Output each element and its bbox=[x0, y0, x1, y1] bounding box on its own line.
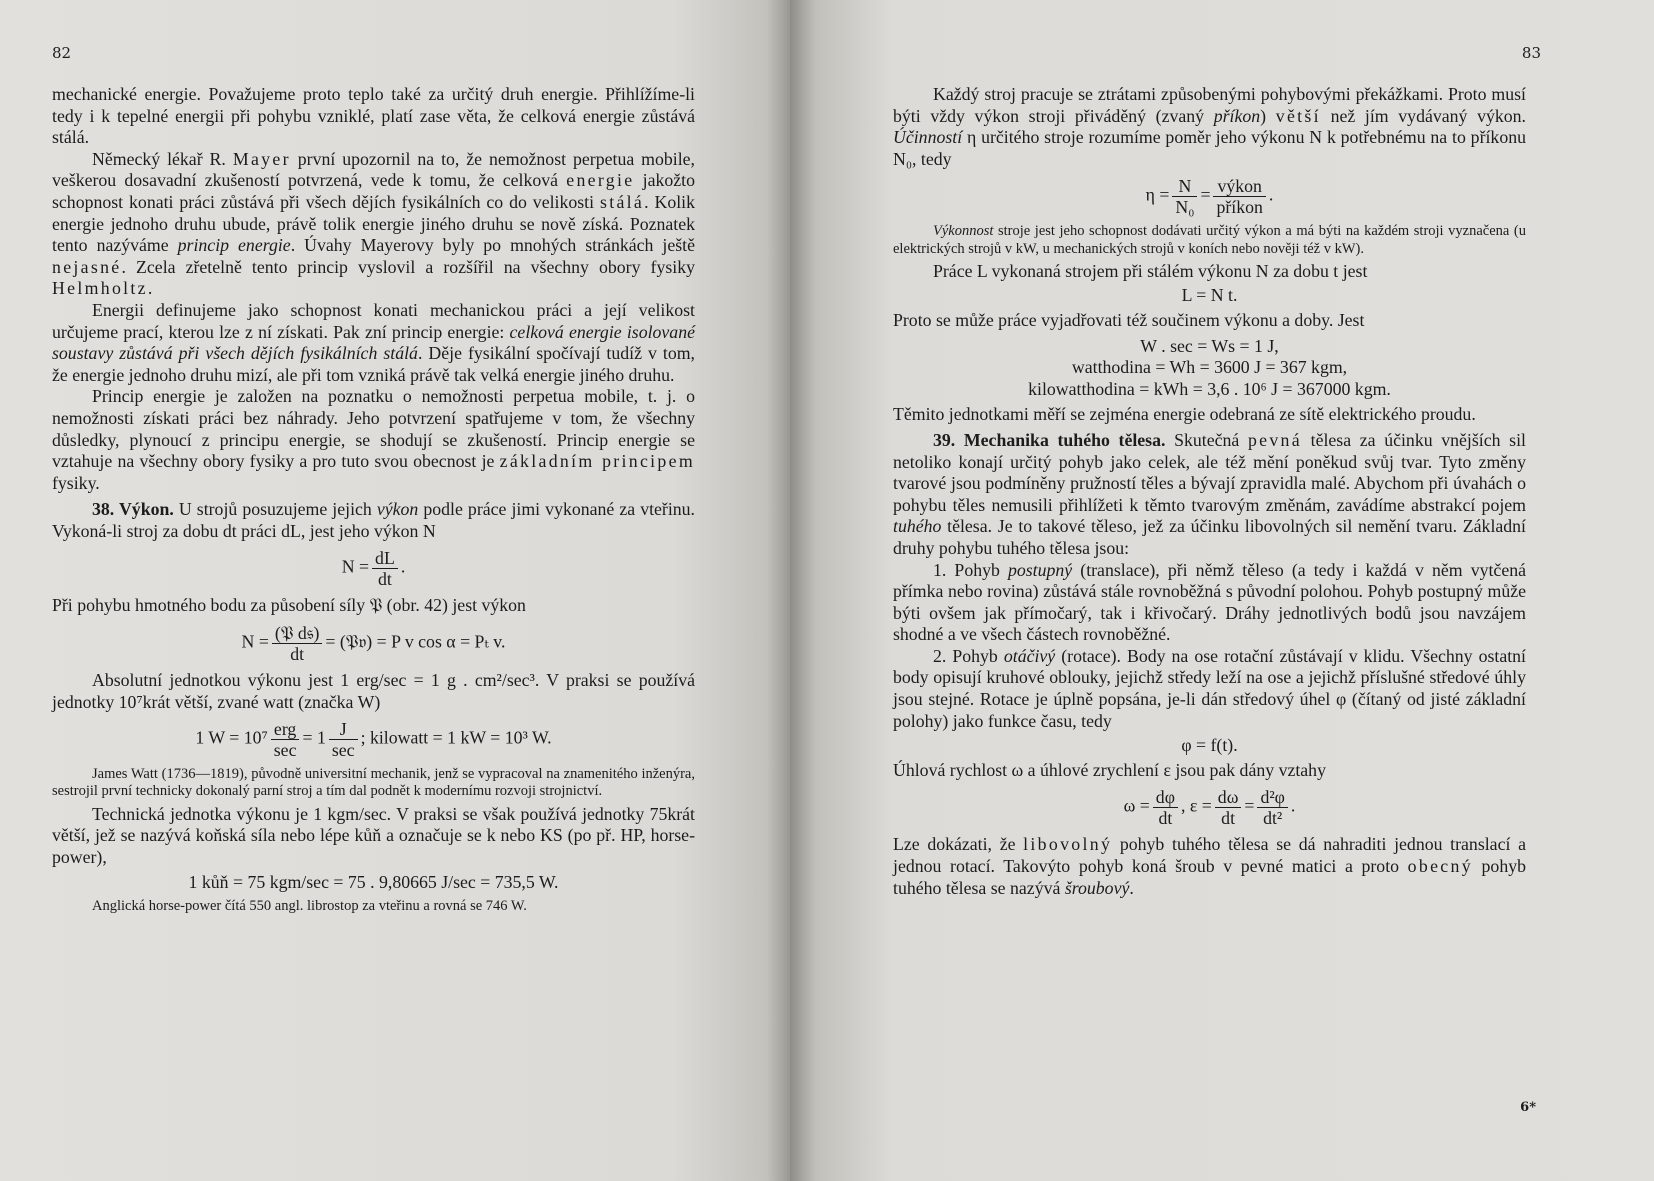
signature-mark: 6* bbox=[1520, 1100, 1536, 1115]
equation: N = $\frac{\text{(𝔓 d𝔰)}}{dt}$ = (𝔓𝔳) = P v cos α = Pₜ v. bbox=[241, 623, 506, 665]
page-number: 82 bbox=[52, 44, 72, 62]
paragraph: Proto se může práce vyjadřovati též součinem výkonu a doby. Jest bbox=[893, 309, 1365, 330]
section-heading: 38. Výkon. bbox=[92, 499, 174, 520]
paragraph: Úhlová rychlost ω a úhlové zrychlení ε jsou pak dány vztahy bbox=[893, 759, 1326, 780]
left-page bbox=[0, 0, 790, 1181]
equation-block: W . sec = Ws = 1 J, watthodina = Wh = 3600 J = 367 kgm, kilowatthodina = kWh = 3,6 . 10⁶ J = 367000 kgm. bbox=[1028, 335, 1391, 399]
paragraph: Těmito jednotkami měří se zejména energie odebraná ze sítě elektrického proudu. bbox=[893, 404, 1476, 425]
equation: η = $\frac{N}{\text{N₀}}$ = $\frac{\text{výkon}}{\text{příkon}}$ . bbox=[1145, 176, 1274, 218]
footnote: James Watt (1736—1819), původně universitní mechanik, jenž se vypracoval na znamenitého inženýra, sestrojil první technicky dokonalý parní stroj a tím dal podnět k modernímu rozvoji strojnictví. bbox=[52, 766, 695, 800]
paragraph: mechanické energie. Považujeme proto teplo také za určitý druh energie. Přihlížíme-li tedy i k tepelné energii při pohybu vzniklé, platí zase věta, že celková energie zůstává stálá. bbox=[52, 84, 695, 148]
list-item: 1. Pohyb postupný (translace), při němž těleso (a tedy i každá v něm vytčená přímka nebo rovina) zůstává stále rovnoběžná s původní polohou. Pohyb postupný může býti ovšem jak přímočarý, tak i křivočarý. Dráhy jednotlivých bodů jsou navzájem shodné a ve všech částech rovnoběžné. bbox=[893, 559, 1526, 645]
page-number: 83 bbox=[1521, 44, 1541, 62]
section-38: 38. Výkon. U strojů posuzujeme jejich výkon podle práce jimi vykonané za vteřinu. Vykoná-li stroj za dobu dt práci dL, jest jeho výkon N bbox=[52, 499, 696, 541]
equation: L = N t. bbox=[1181, 285, 1238, 306]
paragraph: Princip energie je založen na poznatku o nemožnosti perpetua mobile, t. j. o nemožnosti získati práci bez náhrady. Jeho potvrzení spatřujeme v tom, že všechny důsledky, plynoucí z principu energie, se shodují se zkušeností. Princip energie se vztahuje na všechny obory fysiky a pro tuto svou obecnost je základním principem fysiky. bbox=[52, 386, 695, 493]
section-heading: 39. Mechanika tuhého tělesa. bbox=[933, 429, 1166, 450]
equation: φ = f(t). bbox=[1181, 735, 1238, 756]
paragraph: Lze dokázati, že libovolný pohyb tuhého tělesa se dá nahraditi jednou translací a jednou rotací. Takovýto pohyb koná šroub v pevné matici a proto obecný pohyb tuhého tělesa se nazývá šroubový. bbox=[893, 834, 1526, 898]
footnote: Anglická horse-power čítá 550 angl. librostop za vteřinu a rovná se 746 W. bbox=[92, 898, 527, 915]
equation: 1 kůň = 75 kgm/sec = 75 . 9,80665 J/sec = 735,5 W. bbox=[188, 872, 559, 893]
paragraph: Absolutní jednotkou výkonu jest 1 erg/sec = 1 g . cm²/sec³. V praksi se používá jednotky 10⁷krát větší, zvané watt (značka W) bbox=[52, 670, 695, 712]
section-39: 39. Mechanika tuhého tělesa. Skutečná pevná tělesa za účinku vnějších sil netoliko konají určitý pohyb jako celek, ale též mění poněkud svůj tvar. Tyto změny tvarové jsou podmíněny pružností těles a bývají zpravidla malé. Abychom při úvahách o pohybu těles nemusili přihlížeti k těmto tvarovým změnám, zavádíme abstrakcí pojem tuhého tělesa. Je to takové těleso, jež za účinku libovolných sil nemění tvaru. Základní druhy pohybu tuhého tělesa jsou: bbox=[893, 429, 1526, 558]
paragraph: Při pohybu hmotného bodu za působení síly 𝔓 (obr. 42) jest výkon bbox=[52, 595, 526, 616]
equation: ω = $\frac{d\varphi}{dt}$ , ε = $\frac{d\omega}{dt}$ = $\frac{\text{d²φ}}{\text{dt²}}$ . bbox=[1123, 787, 1296, 829]
left-text-column bbox=[52, 84, 695, 918]
right-page bbox=[790, 0, 1654, 1181]
equation: 1 W = 10⁷ $\frac{\text{erg}}{\sec}$ = 1 $\frac{J}{\sec}$ ; kilowatt = 1 kW = 10³ W. bbox=[195, 719, 552, 761]
paragraph: Každý stroj pracuje se ztrátami způsobenými pohybovými překážkami. Proto musí býti vždy výkon stroji přiváděný (zvaný příkon) větší než jím vydávaný výkon. Účinností η určitého stroje rozumíme poměr jeho výkonu N k potřebnému na to příkonu N₀, tedy bbox=[893, 84, 1526, 169]
paragraph: Práce L vykonaná strojem při stálém výkonu N za dobu t jest bbox=[933, 260, 1368, 281]
paragraph: Energii definujeme jako schopnost konati mechanickou práci a její velikost určujeme prací, kterou lze z ní získati. Pak zní princip energie: celková energie isolované soustavy zůstává při všech dějích fysikálních stálá. Děje fysikální spočívají tudíž v tom, že energie jednoho druhu mizí, ale při tom vzniká právě tak velká energie jiného druhu. bbox=[52, 299, 695, 385]
list-item: 2. Pohyb otáčivý (rotace). Body na ose rotační zůstávají v klidu. Všechny ostatní body opisují kruhové oblouky, jejichž středy leží na ose a jejichž příslušné středové úhly jsou stejné. Rotace je úplně popsána, je-li dán středový úhel φ (čítaný od jisté základní polohy) jako funkce času, tedy bbox=[893, 645, 1526, 731]
equation: N = $\frac{dL}{dt}$ . bbox=[341, 548, 406, 590]
paragraph: Německý lékař R. Mayer první upozornil na to, že nemožnost perpetua mobile, veškerou dosavadní zkušeností potvrzená, vede k tomu, že celková energie jakožto schopnost konati práci zůstává při všech dějích fysikálních co do velikosti stálá. Kolik energie jednoho druhu ubude, právě tolik energie jiného druhu se nově získá. Poznatek tento nazýváme princip energie. Úvahy Mayerovy byly po mnohých stránkách ještě nejasné. Zcela zřetelně tento princip vyslovil a rozšířil na všechny obory fysiky Helmholtz. bbox=[52, 148, 695, 299]
footnote: Výkonnost stroje jest jeho schopnost dodávati určitý výkon a má býti na každém stroji vyznačena (u elektrických strojů v kW, u mechanických strojů v koních nebo nověji též v kW). bbox=[893, 223, 1526, 257]
right-text-column bbox=[893, 84, 1526, 899]
paragraph: Technická jednotka výkonu je 1 kgm/sec. V praksi se však používá jednotky 75krát větší, jež se nazývá koňská síla nebo lépe kůň a označuje se k nebo KS (po př. HP, horse-power), bbox=[52, 803, 695, 867]
